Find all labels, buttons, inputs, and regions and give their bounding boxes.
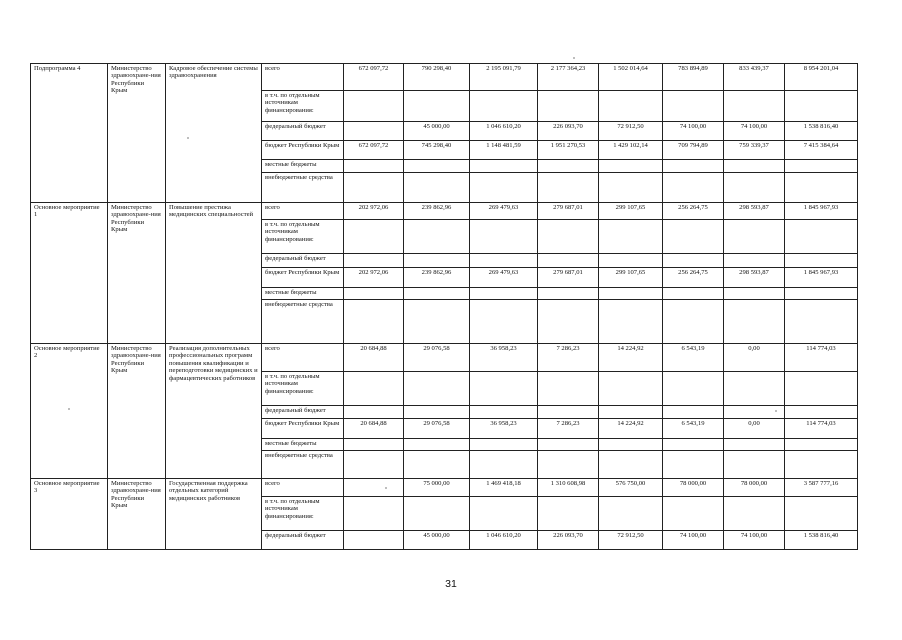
amount-cell: 279 687,01 [538,268,599,288]
executor-cell: Министерство здравоохране-ния Республики Крым [108,344,166,479]
amount-cell: 790 298,40 [404,64,470,91]
amount-cell [404,220,470,254]
amount-cell [538,497,599,531]
table-row [31,64,858,91]
amount-cell: 226 093,70 [538,122,599,141]
amount-cell: 1 538 816,40 [785,531,858,550]
amount-cell: 269 479,63 [470,268,538,288]
amount-cell: 0,00 [724,419,785,439]
amount-cell: 14 224,92 [599,344,663,372]
amount-cell: 7 286,23 [538,344,599,372]
amount-cell [785,300,858,344]
funding-source-cell: местные бюджеты [262,288,344,300]
amount-cell: 3 587 777,16 [785,479,858,497]
amount-cell: 7 286,23 [538,419,599,439]
amount-cell: 1 046 610,20 [470,531,538,550]
amount-cell: 576 750,00 [599,479,663,497]
amount-cell [785,439,858,451]
amount-cell: 1 429 102,14 [599,141,663,160]
amount-cell [599,254,663,268]
amount-cell: 202 972,06 [344,268,404,288]
executor-cell: Министерство здравоохране-ния Республики Крым [108,64,166,203]
amount-cell [599,300,663,344]
scan-speck [68,408,70,410]
funding-source-cell: в т.ч. по отдельным источникам финансирования: [262,372,344,406]
amount-cell [785,372,858,406]
amount-cell: 1 148 481,59 [470,141,538,160]
amount-cell [785,254,858,268]
amount-cell [404,91,470,122]
amount-cell [470,173,538,203]
amount-cell: 299 107,65 [599,268,663,288]
amount-cell [344,160,404,173]
funding-source-cell: внебюджетные средства [262,300,344,344]
amount-cell [344,173,404,203]
amount-cell [663,372,724,406]
amount-cell: 36 958,23 [470,344,538,372]
amount-cell [344,451,404,479]
amount-cell [470,91,538,122]
funding-source-cell: бюджет Республики Крым [262,419,344,439]
amount-cell [663,220,724,254]
amount-cell [344,497,404,531]
executor-cell: Министерство здравоохране-ния Республики Крым [108,203,166,344]
program-name-cell: Основное мероприятие 1 [31,203,108,344]
funding-source-cell: местные бюджеты [262,160,344,173]
amount-cell [663,451,724,479]
amount-cell: 72 912,50 [599,531,663,550]
scan-speck [187,137,189,139]
program-name-cell: Основное мероприятие 3 [31,479,108,550]
amount-cell [599,406,663,419]
amount-cell [724,254,785,268]
amount-cell: 709 794,89 [663,141,724,160]
amount-cell: 298 593,87 [724,268,785,288]
amount-cell: 1 046 610,20 [470,122,538,141]
funding-source-cell: федеральный бюджет [262,122,344,141]
amount-cell [663,160,724,173]
amount-cell [404,497,470,531]
amount-cell: 6 543,19 [663,344,724,372]
amount-cell [724,372,785,406]
amount-cell: 78 000,00 [663,479,724,497]
amount-cell [470,254,538,268]
funding-source-cell: в т.ч. по отдельным источникам финансирования: [262,497,344,531]
amount-cell [538,300,599,344]
amount-cell: 45 000,00 [404,122,470,141]
amount-cell [470,372,538,406]
amount-cell: 14 224,92 [599,419,663,439]
amount-cell [344,372,404,406]
amount-cell: 7 415 384,64 [785,141,858,160]
amount-cell: 1 845 967,93 [785,203,858,220]
program-name-cell: Подпрограмма 4 [31,64,108,203]
amount-cell: 2 195 091,79 [470,64,538,91]
funding-source-cell: федеральный бюджет [262,531,344,550]
amount-cell [663,300,724,344]
page-number: 31 [445,578,457,590]
funding-source-cell: федеральный бюджет [262,254,344,268]
amount-cell [404,406,470,419]
amount-cell: 298 593,87 [724,203,785,220]
amount-cell [344,300,404,344]
table-row [31,479,858,497]
amount-cell [599,497,663,531]
amount-cell: 1 538 816,40 [785,122,858,141]
measure-title-cell: Реализация дополнительных профессиональных программ повышения квалификации и переподготовки медицинских и фармацевтических работников [166,344,262,479]
amount-cell [344,122,404,141]
amount-cell [344,220,404,254]
amount-cell [724,220,785,254]
amount-cell [724,451,785,479]
amount-cell [344,439,404,451]
funding-source-cell: всего [262,479,344,497]
amount-cell [599,160,663,173]
funding-source-cell: всего [262,203,344,220]
amount-cell [470,220,538,254]
amount-cell [470,288,538,300]
table-body [31,64,858,550]
amount-cell: 0,00 [724,344,785,372]
amount-cell: 745 298,40 [404,141,470,160]
amount-cell [538,406,599,419]
executor-cell: Министерство здравоохране-ния Республики Крым [108,479,166,550]
amount-cell: 36 958,23 [470,419,538,439]
amount-cell: 6 543,19 [663,419,724,439]
amount-cell [538,254,599,268]
amount-cell: 29 076,58 [404,419,470,439]
amount-cell [404,451,470,479]
amount-cell [785,497,858,531]
scan-speck [775,410,777,412]
amount-cell: 672 097,72 [344,141,404,160]
amount-cell [344,91,404,122]
funding-source-cell: бюджет Республики Крым [262,141,344,160]
amount-cell [785,173,858,203]
amount-cell [599,220,663,254]
amount-cell: 269 479,63 [470,203,538,220]
amount-cell [724,497,785,531]
amount-cell: 1 951 270,53 [538,141,599,160]
amount-cell: 1 469 418,18 [470,479,538,497]
funding-source-cell: всего [262,344,344,372]
amount-cell: 299 107,65 [599,203,663,220]
amount-cell [538,220,599,254]
measure-title-cell: Кадровое обеспечение системы здравоохранения [166,64,262,203]
amount-cell: 1 502 014,64 [599,64,663,91]
amount-cell [724,160,785,173]
scan-speck [385,487,387,489]
measure-title-cell: Повышение престижа медицинских специальностей [166,203,262,344]
amount-cell [470,300,538,344]
amount-cell [663,91,724,122]
amount-cell: 45 000,00 [404,531,470,550]
amount-cell [785,160,858,173]
amount-cell: 74 100,00 [663,531,724,550]
amount-cell [724,406,785,419]
scan-speck [573,57,575,59]
amount-cell: 783 894,89 [663,64,724,91]
amount-cell [724,439,785,451]
amount-cell: 114 774,03 [785,344,858,372]
amount-cell [404,160,470,173]
amount-cell: 202 972,06 [344,203,404,220]
funding-source-cell: всего [262,64,344,91]
amount-cell [663,288,724,300]
funding-source-cell: в т.ч. по отдельным источникам финансирования: [262,220,344,254]
amount-cell: 239 862,96 [404,203,470,220]
amount-cell: 8 954 201,04 [785,64,858,91]
amount-cell: 74 100,00 [724,531,785,550]
amount-cell [724,288,785,300]
amount-cell: 20 684,88 [344,344,404,372]
amount-cell [785,406,858,419]
amount-cell [470,497,538,531]
amount-cell [470,160,538,173]
amount-cell [785,451,858,479]
funding-source-cell: внебюджетные средства [262,451,344,479]
amount-cell [470,451,538,479]
amount-cell: 1 845 967,93 [785,268,858,288]
amount-cell: 78 000,00 [724,479,785,497]
amount-cell [538,288,599,300]
amount-cell [470,406,538,419]
amount-cell: 833 439,37 [724,64,785,91]
amount-cell [663,497,724,531]
table-row [31,344,858,372]
amount-cell [470,439,538,451]
amount-cell [663,254,724,268]
amount-cell [344,254,404,268]
amount-cell: 74 100,00 [663,122,724,141]
amount-cell [404,372,470,406]
measure-title-cell: Государственная поддержка отдельных категорий медицинских работников [166,479,262,550]
amount-cell: 114 774,03 [785,419,858,439]
funding-source-cell: федеральный бюджет [262,406,344,419]
amount-cell [785,220,858,254]
amount-cell [599,288,663,300]
amount-cell [344,479,404,497]
amount-cell: 672 097,72 [344,64,404,91]
budget-table [30,63,858,550]
amount-cell [538,439,599,451]
amount-cell [785,288,858,300]
amount-cell [599,439,663,451]
amount-cell: 226 093,70 [538,531,599,550]
amount-cell [404,439,470,451]
amount-cell [599,451,663,479]
amount-cell [538,91,599,122]
program-name-cell: Основное мероприятие 2 [31,344,108,479]
amount-cell: 2 177 364,23 [538,64,599,91]
funding-source-cell: внебюджетные средства [262,173,344,203]
amount-cell: 75 000,00 [404,479,470,497]
amount-cell: 759 339,37 [724,141,785,160]
amount-cell [404,173,470,203]
amount-cell [724,91,785,122]
amount-cell [663,173,724,203]
amount-cell [344,288,404,300]
amount-cell: 279 687,01 [538,203,599,220]
amount-cell [404,254,470,268]
amount-cell: 74 100,00 [724,122,785,141]
amount-cell [344,406,404,419]
amount-cell [599,372,663,406]
amount-cell: 1 310 608,98 [538,479,599,497]
funding-source-cell: бюджет Республики Крым [262,268,344,288]
funding-source-cell: в т.ч. по отдельным источникам финансирования: [262,91,344,122]
amount-cell [724,300,785,344]
amount-cell: 20 684,88 [344,419,404,439]
amount-cell [344,531,404,550]
amount-cell [404,288,470,300]
amount-cell [599,173,663,203]
amount-cell [724,173,785,203]
amount-cell [663,406,724,419]
amount-cell [663,439,724,451]
amount-cell [538,372,599,406]
amount-cell: 72 912,50 [599,122,663,141]
funding-source-cell: местные бюджеты [262,439,344,451]
table-row [31,203,858,220]
amount-cell: 239 862,96 [404,268,470,288]
amount-cell [538,173,599,203]
amount-cell: 29 076,58 [404,344,470,372]
amount-cell [785,91,858,122]
amount-cell [538,451,599,479]
amount-cell [599,91,663,122]
amount-cell: 256 264,75 [663,268,724,288]
amount-cell: 256 264,75 [663,203,724,220]
amount-cell [404,300,470,344]
amount-cell [538,160,599,173]
